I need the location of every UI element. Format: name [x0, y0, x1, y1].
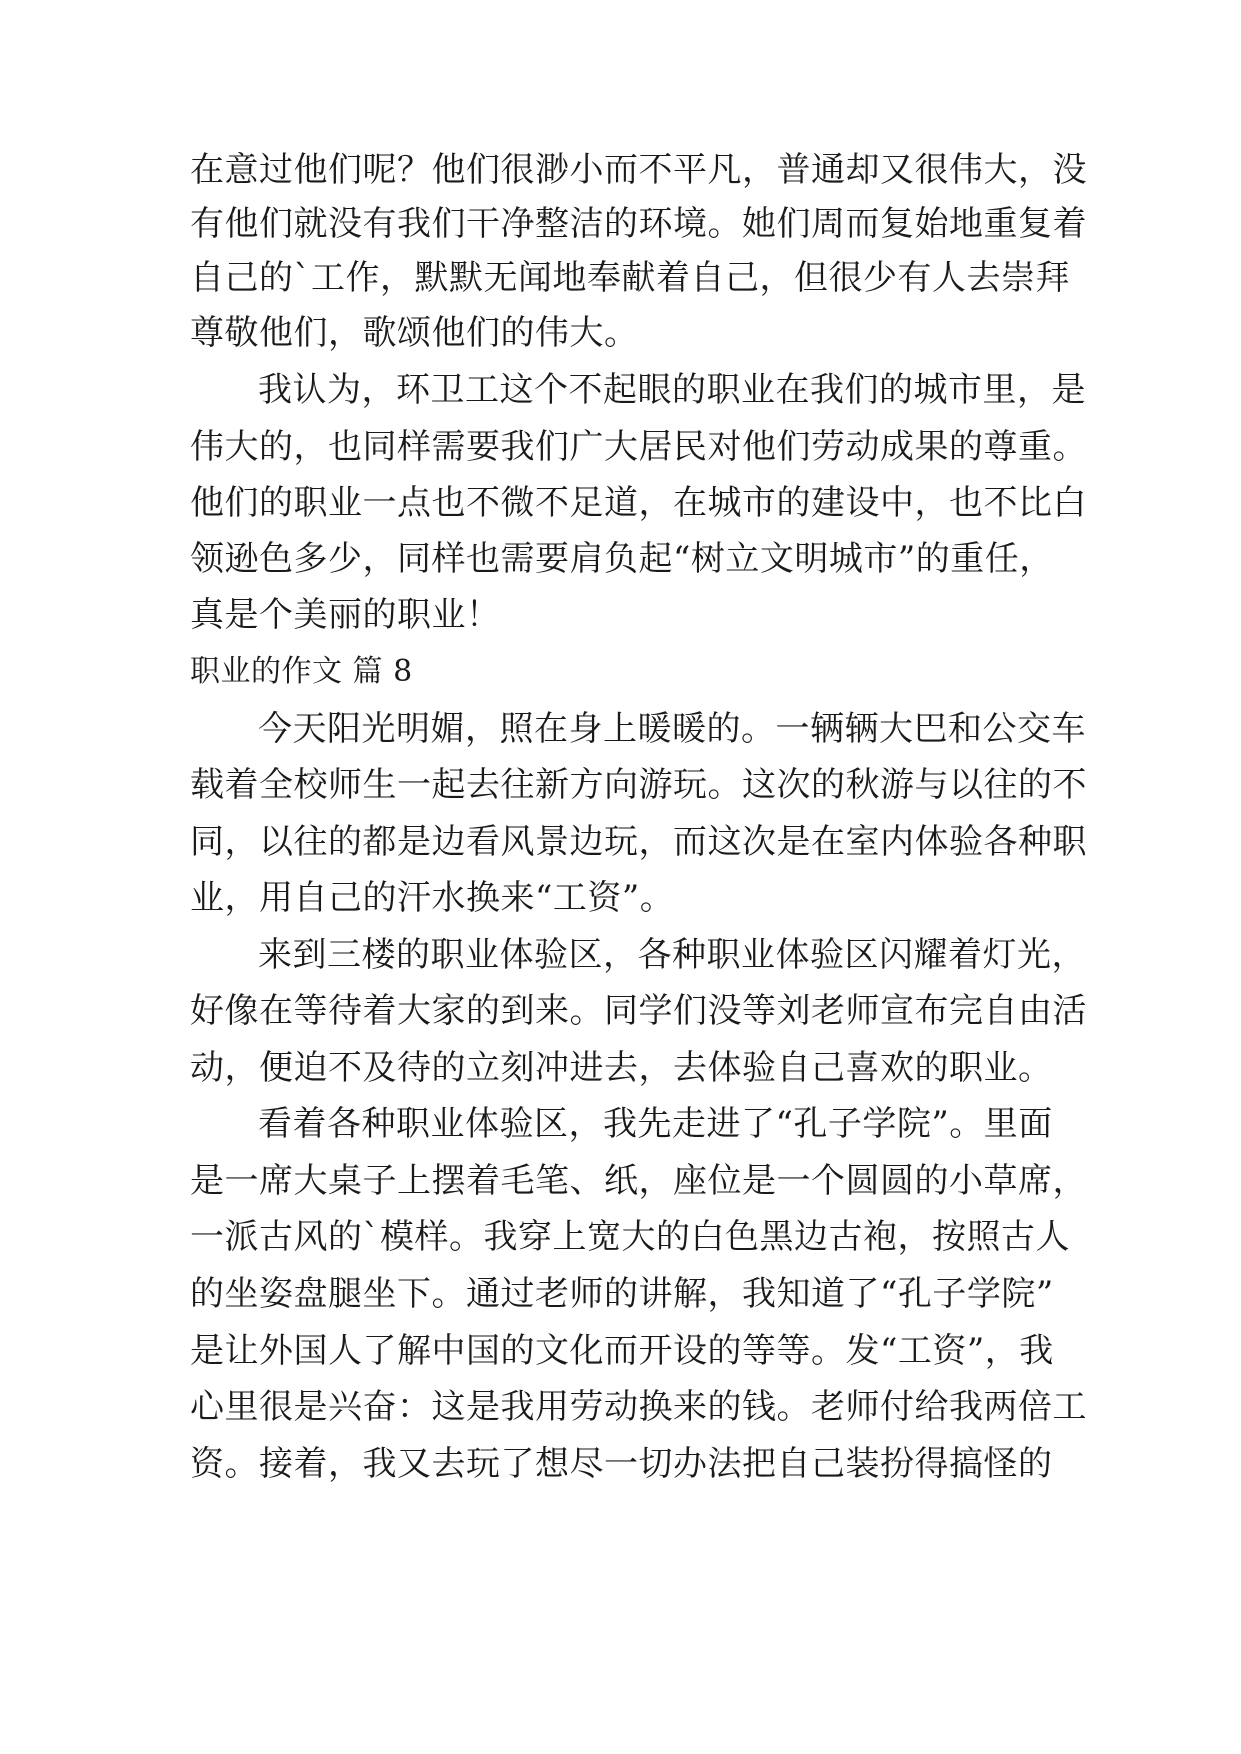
- text-line: 他们的职业一点也不微不足道，在城市的建设中，也不比白: [190, 483, 1087, 523]
- text-line: 的坐姿盘腿坐下。通过老师的讲解，我知道了“孔子学院”: [190, 1274, 1054, 1314]
- text-line: 看着各种职业体验区，我先走进了“孔子学院”。里面: [258, 1104, 1053, 1144]
- section-heading: 职业的作文 篇 8: [190, 654, 413, 689]
- text-line: 在意过他们呢？他们很渺小而不平凡，普通却又很伟大，没: [190, 150, 1087, 190]
- text-line: 伟大的，也同样需要我们广大居民对他们劳动成果的尊重。: [190, 427, 1087, 467]
- text-line: 尊敬他们，歌颂他们的伟大。: [190, 313, 639, 353]
- text-line: 领逊色多少，同样也需要肩负起“树立文明城市”的重任，: [190, 539, 1054, 579]
- text-line: 来到三楼的职业体验区，各种职业体验区闪耀着灯光，: [258, 935, 1086, 975]
- text-line: 我认为，环卫工这个不起眼的职业在我们的城市里，是: [258, 370, 1086, 410]
- text-line: 今天阳光明媚，照在身上暖暖的。一辆辆大巴和公交车: [258, 709, 1086, 749]
- text-line: 自己的`工作，默默无闻地奉献着自己，但很少有人去崇拜: [190, 258, 1070, 298]
- text-line: 是一席大桌子上摆着毛笔、纸，座位是一个圆圆的小草席，: [190, 1161, 1087, 1201]
- text-line: 心里很是兴奋：这是我用劳动换来的钱。老师付给我两倍工: [190, 1387, 1087, 1427]
- text-line: 业，用自己的汗水换来“工资”。: [190, 878, 675, 918]
- text-line: 同，以往的都是边看风景边玩，而这次是在室内体验各种职: [190, 822, 1087, 862]
- text-line: 载着全校师生一起去往新方向游玩。这次的秋游与以往的不: [190, 765, 1087, 805]
- text-line: 动，便迫不及待的立刻冲进去，去体验自己喜欢的职业。: [190, 1048, 1053, 1088]
- text-line: 是让外国人了解中国的文化而开设的等等。发“工资”，我: [190, 1331, 1054, 1371]
- text-line: 真是个美丽的职业！: [190, 595, 501, 635]
- text-line: 资。接着，我又去玩了想尽一切办法把自己装扮得搞怪的: [190, 1444, 1053, 1484]
- text-line: 一派古风的`模样。我穿上宽大的白色黑边古袍，按照古人: [190, 1217, 1070, 1257]
- text-line: 好像在等待着大家的到来。同学们没等刘老师宣布完自由活: [190, 991, 1087, 1031]
- text-line: 有他们就没有我们干净整洁的环境。她们周而复始地重复着: [190, 204, 1087, 244]
